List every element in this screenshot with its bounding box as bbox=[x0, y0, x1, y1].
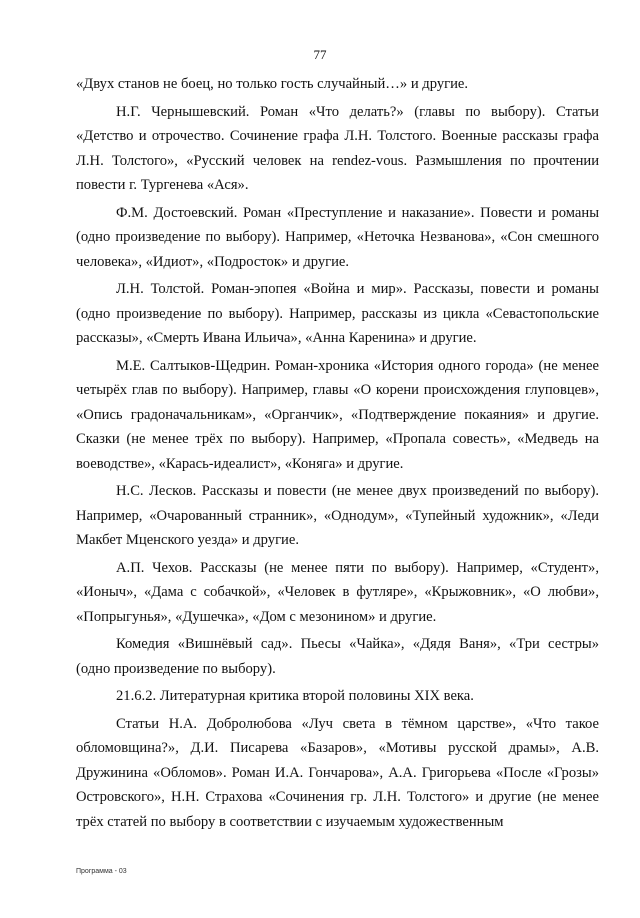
paragraph-tolstoy: Л.Н. Толстой. Роман-эпопея «Война и мир». Рассказы, повести и романы (одно произведение по выбору). Например, рассказы из цикла «Севастопольские рассказы», «Смерть Ивана Ильича», «Анна Каренина» и другие. bbox=[76, 281, 599, 346]
paragraph-leskov: Н.С. Лесков. Рассказы и повести (не менее двух произведений по выбору). Например, «Очарованный странник», «Однодум», «Тупейный художник», «Леди Макбет Мценского уезда» и другие. bbox=[76, 483, 599, 548]
paragraph-critics: Статьи Н.А. Добролюбова «Луч света в тёмном царстве», «Что такое обломовщина?», Д.И. Писарева «Базаров», «Мотивы русской драмы», А.В. Дружинина «Обломов». Роман И.А. Гончарова», А.А. Григорьева «После «Грозы» Островского», Н.Н. Страхова «Сочинения гр. Л.Н. Толстого» и другие (не менее трёх статей по выбору в соответствии с изучаемым художественным bbox=[76, 715, 599, 830]
paragraph-continuation: «Двух станов не боец, но только гость случайный…» и другие. bbox=[76, 76, 469, 92]
page-number: 77 bbox=[313, 47, 327, 62]
paragraph-saltykov: М.Е. Салтыков-Щедрин. Роман-хроника «История одного города» (не менее четырёх глав по выбору). Например, главы «О корени происхождения глуповцев», «Опись градоначальникам», «Органчик», «Подтверждение покаяния» и другие. Сказки (не менее трёх по выбору). Например, «Пропала совесть», «Медведь на воеводстве», «Карась-идеалист», «Коняга» и другие. bbox=[76, 357, 599, 472]
footer-label: Программа - 03 bbox=[76, 868, 127, 875]
paragraph-chernyshevsky: Н.Г. Чернышевский. Роман «Что делать?» (главы по выбору). Статьи «Детство и отрочество. Сочинение графа Л.Н. Толстого. Военные рассказы графа Л.Н. Толстого», «Русский человек на rendez-vous. Размышления по прочтении повести г. Тургенева «Ася». bbox=[76, 103, 599, 193]
section-heading: 21.6.2. Литературная критика второй половины XIX века. bbox=[116, 688, 474, 704]
paragraph-chekhov: А.П. Чехов. Рассказы (не менее пяти по выбору). Например, «Студент», «Ионыч», «Дама с собачкой», «Человек в футляре», «Крыжовник», «О любви», «Попрыгунья», «Душечка», «Дом с мезонином» и другие. bbox=[76, 559, 599, 625]
paragraph-chekhov-comedy: Комедия «Вишнёвый сад». Пьесы «Чайка», «Дядя Ваня», «Три сестры» (одно произведение по выбору). bbox=[76, 636, 599, 677]
text-body bbox=[76, 72, 599, 837]
paragraph-dostoevsky: Ф.М. Достоевский. Роман «Преступление и наказание». Повести и романы (одно произведение по выбору). Например, «Неточка Незванова», «Сон смешного человека», «Идиот», «Подросток» и другие. bbox=[76, 204, 599, 270]
